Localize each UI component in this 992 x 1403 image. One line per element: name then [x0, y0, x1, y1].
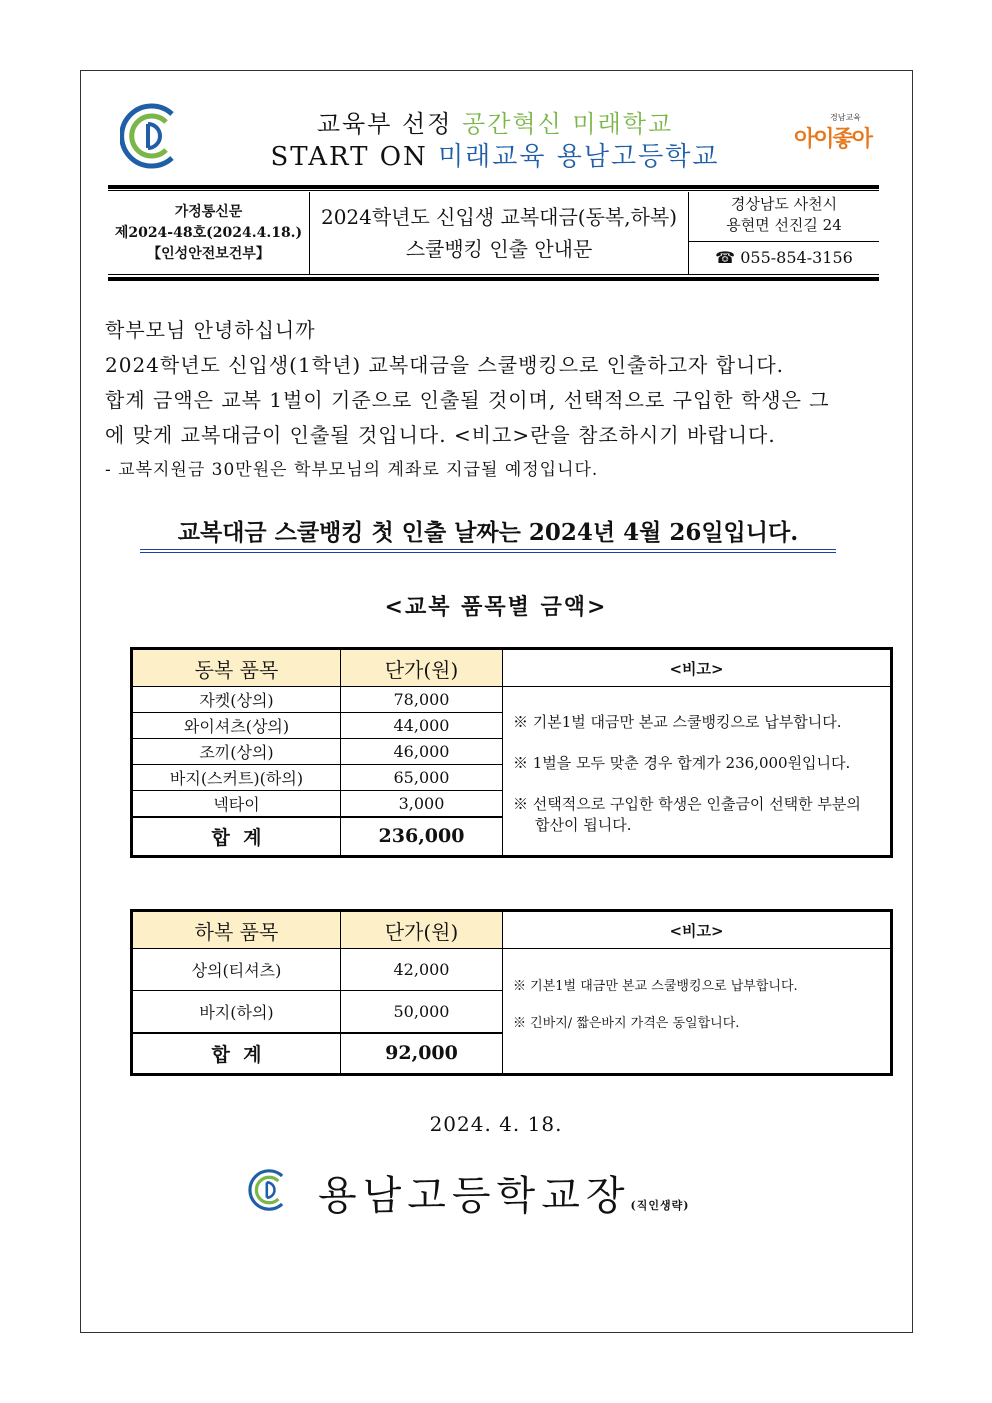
total-price: 92,000 [341, 1033, 503, 1075]
item-name: 상의(티셔츠) [132, 949, 341, 991]
phone-icon: ☎ [715, 248, 736, 267]
address-line-1: 경상남도 사천시 [730, 195, 838, 213]
item-name: 조끼(상의) [132, 739, 341, 765]
notice-title [310, 192, 689, 274]
note: ※ 기본1벌 대금만 본교 스쿨뱅킹으로 납부합니다. [513, 713, 842, 731]
total-label: 합 계 [132, 1033, 341, 1075]
subsidy-note: - 교복지원금 30만원은 학부모님의 계좌로 지급될 예정입니다. [105, 460, 599, 480]
school-seal-logo-icon [248, 1167, 292, 1213]
notice-info [108, 192, 310, 274]
title-green: 공간혁신 미래학교 [462, 110, 674, 138]
rule-top-thin [108, 190, 879, 191]
notice-number: 제2024-48호(2024.4.18.) [114, 224, 303, 241]
badge-small: 경남교육 [830, 113, 861, 122]
school-address [689, 192, 879, 242]
note: ※ 긴바지/ 짧은바지 가격은 동일합니다. [513, 1016, 740, 1031]
col-header-item: 하복 품목 [132, 911, 341, 949]
paragraph: 2024학년도 신입생(1학년) 교복대금을 스쿨뱅킹으로 인출하고자 합니다. [105, 353, 785, 377]
paragraph: 에 맞게 교복대금이 인출될 것입니다. <비고>란을 참조하시기 바랍니다. [105, 423, 776, 447]
col-header-note: <비고> [503, 649, 892, 687]
item-price: 50,000 [341, 991, 503, 1033]
winter-notes [503, 687, 892, 857]
item-price: 65,000 [341, 765, 503, 791]
total-label: 합 계 [132, 817, 341, 857]
title-start-on: START ON [270, 142, 428, 172]
signature [318, 1164, 689, 1221]
note: ※ 1벌을 모두 맞춘 경우 합계가 236,000원입니다. [513, 754, 851, 772]
item-price: 44,000 [341, 713, 503, 739]
address-line-2: 용현면 선진길 24 [726, 216, 842, 234]
seal-note: (직인생략) [630, 1199, 690, 1212]
total-price: 236,000 [341, 817, 503, 857]
rule-bottom-thin [108, 274, 879, 275]
item-price: 3,000 [341, 791, 503, 817]
gyeongnam-edu-logo [790, 112, 874, 162]
notice-title-2: 스쿨뱅킹 인출 안내문 [405, 237, 593, 261]
item-name: 와이셔츠(상의) [132, 713, 341, 739]
summer-notes [503, 949, 892, 1075]
item-name: 바지(스커트)(하의) [132, 765, 341, 791]
phone-number: 055-854-3156 [740, 248, 853, 267]
item-price: 42,000 [341, 949, 503, 991]
paragraph: 합계 금액은 교복 1벌이 기준으로 인출될 것이며, 선택적으로 구입한 학생은 그 [105, 388, 830, 412]
withdrawal-date-headline: 교복대금 스쿨뱅킹 첫 인출 날짜는 2024년 4월 26일입니다. [140, 514, 836, 553]
rule-top [108, 185, 879, 189]
notice-title-1: 2024학년도 신입생 교복대금(동복,하복) [320, 205, 678, 229]
col-header-price: 단가(원) [341, 649, 503, 687]
school-logo-icon [120, 100, 186, 172]
title-black: 교육부 선정 [316, 110, 453, 138]
col-header-note: <비고> [503, 911, 892, 949]
signer-name: 용남고등학교장 [318, 1173, 631, 1219]
note: ※ 기본1벌 대금만 본교 스쿨뱅킹으로 납부합니다. [513, 979, 798, 994]
school-phone [689, 248, 879, 267]
info-header [108, 192, 879, 274]
col-header-price: 단가(원) [341, 911, 503, 949]
col-header-item: 동복 품목 [132, 649, 341, 687]
summer-uniform-table [130, 909, 893, 1076]
item-price: 46,000 [341, 739, 503, 765]
notice-dept: 【인성안전보건부】 [147, 245, 270, 262]
title-line-1 [200, 104, 790, 139]
price-section-title: <교복 품목별 금액> [384, 594, 608, 620]
notice-type: 가정통신문 [174, 203, 243, 220]
item-price: 78,000 [341, 687, 503, 713]
item-name: 자켓(상의) [132, 687, 341, 713]
winter-uniform-table [130, 647, 893, 858]
item-name: 넥타이 [132, 791, 341, 817]
rule-bottom [108, 277, 879, 281]
badge-big: 아이좋아 [794, 126, 872, 152]
title-line-2 [200, 136, 790, 173]
item-name: 바지(하의) [132, 991, 341, 1033]
issue-date: 2024. 4. 18. [429, 1112, 563, 1136]
title-school: 미래교육 용남고등학교 [438, 142, 720, 172]
note: ※ 선택적으로 구입한 학생은 인출금이 선택한 부분의 합산이 됩니다. [513, 795, 861, 834]
greeting: 학부모님 안녕하십니까 [105, 318, 316, 342]
